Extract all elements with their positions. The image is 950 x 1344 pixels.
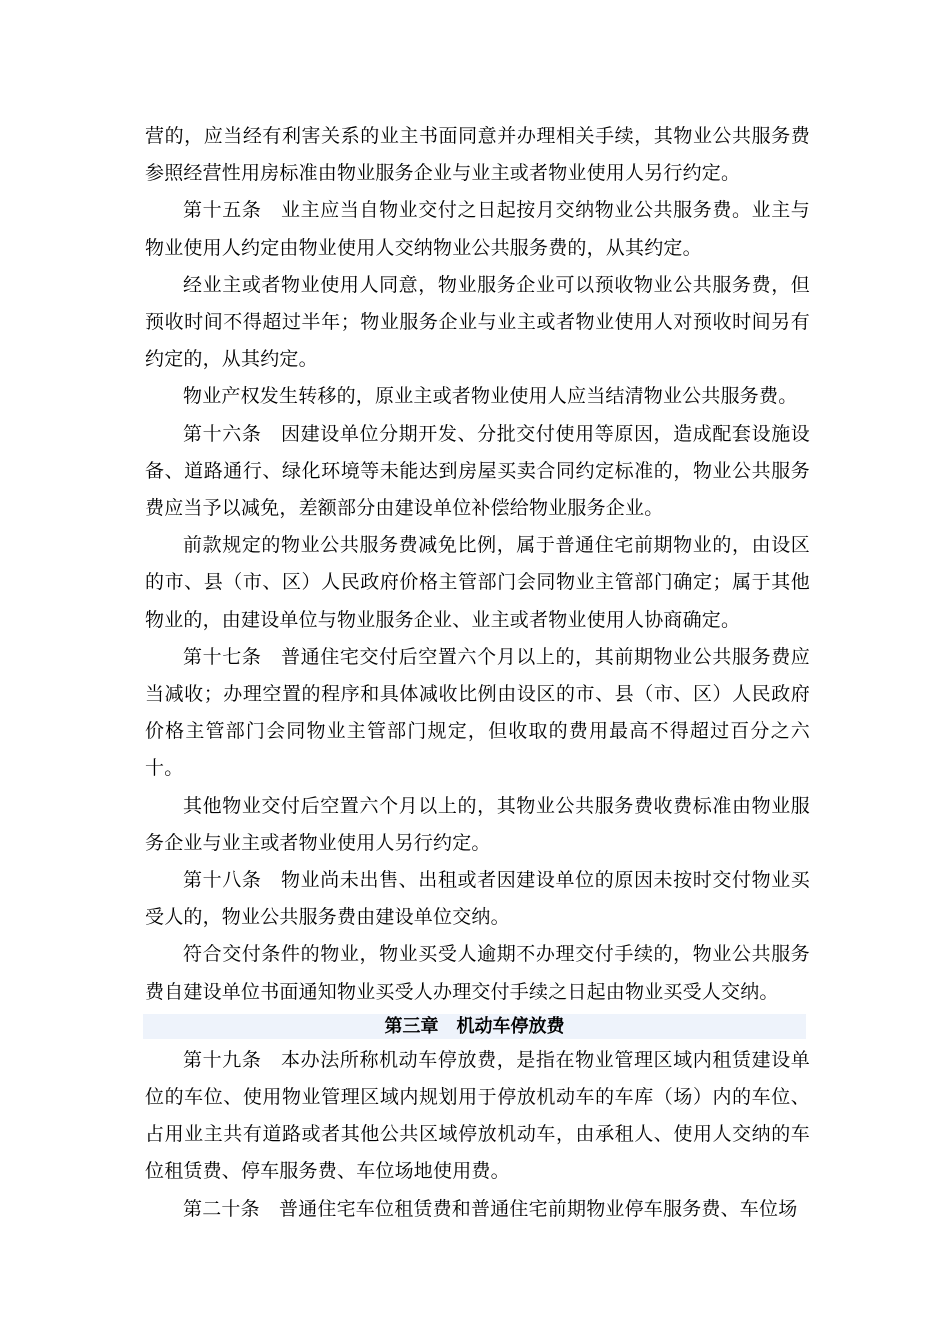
paragraph: 第十八条 物业尚未出售、出租或者因建设单位的原因未按时交付物业买受人的，物业公共服务费由建设单位交纳。 [145,869,810,929]
paragraphs-after-chapter [145,1042,810,1228]
paragraph: 第十七条 普通住宅交付后空置六个月以上的，其前期物业公共服务费应当减收；办理空置的程序和具体减收比例由设区的市、县（市、区）人民政府价格主管部门会同物业主管部门规定，但收取的费用最高不得超过百分之六十。 [145,645,810,780]
paragraph: 第十六条 因建设单位分期开发、分批交付使用等原因，造成配套设施设备、道路通行、绿化环境等未能达到房屋买卖合同约定标准的，物业公共服务费应当予以减免，差额部分由建设单位补偿给物业服务企业。 [145,422,810,520]
paragraph: 第二十条 普通住宅车位租赁费和普通住宅前期物业停车服务费、车位场 [183,1197,798,1220]
paragraph: 其他物业交付后空置六个月以上的，其物业公共服务费收费标准由物业服务企业与业主或者物业使用人另行约定。 [145,794,810,854]
chapter-title: 第三章 机动车停放费 [143,1014,806,1039]
paragraph: 符合交付条件的物业，物业买受人逾期不办理交付手续的，物业公共服务费自建设单位书面通知物业买受人办理交付手续之日起由物业买受人交纳。 [145,943,810,1003]
paragraph: 前款规定的物业公共服务费减免比例，属于普通住宅前期物业的，由设区的市、县（市、区）人民政府价格主管部门会同物业主管部门确定；属于其他物业的，由建设单位与物业服务企业、业主或者物业使用人协商确定。 [145,534,810,631]
document-body [145,118,810,1228]
paragraphs-before-chapter [145,118,810,1011]
paragraph: 第十五条 业主应当自物业交付之日起按月交纳物业公共服务费。业主与物业使用人约定由物业使用人交纳物业公共服务费的，从其约定。 [145,199,810,259]
paragraph: 经业主或者物业使用人同意，物业服务企业可以预收物业公共服务费，但预收时间不得超过半年；物业服务企业与业主或者物业使用人对预收时间另有约定的，从其约定。 [145,273,810,371]
paragraph: 营的，应当经有利害关系的业主书面同意并办理相关手续，其物业公共服务费参照经营性用房标准由物业服务企业与业主或者物业使用人另行约定。 [145,125,810,185]
paragraph: 第十九条 本办法所称机动车停放费，是指在物业管理区域内租赁建设单位的车位、使用物业管理区域内规划用于停放机动车的车库（场）内的车位、占用业主共有道路或者其他公共区域停放机动车，由承租人、使用人交纳的车位租赁费、停车服务费、车位场地使用费。 [145,1048,810,1183]
paragraph: 物业产权发生转移的，原业主或者物业使用人应当结清物业公共服务费。 [183,385,798,408]
